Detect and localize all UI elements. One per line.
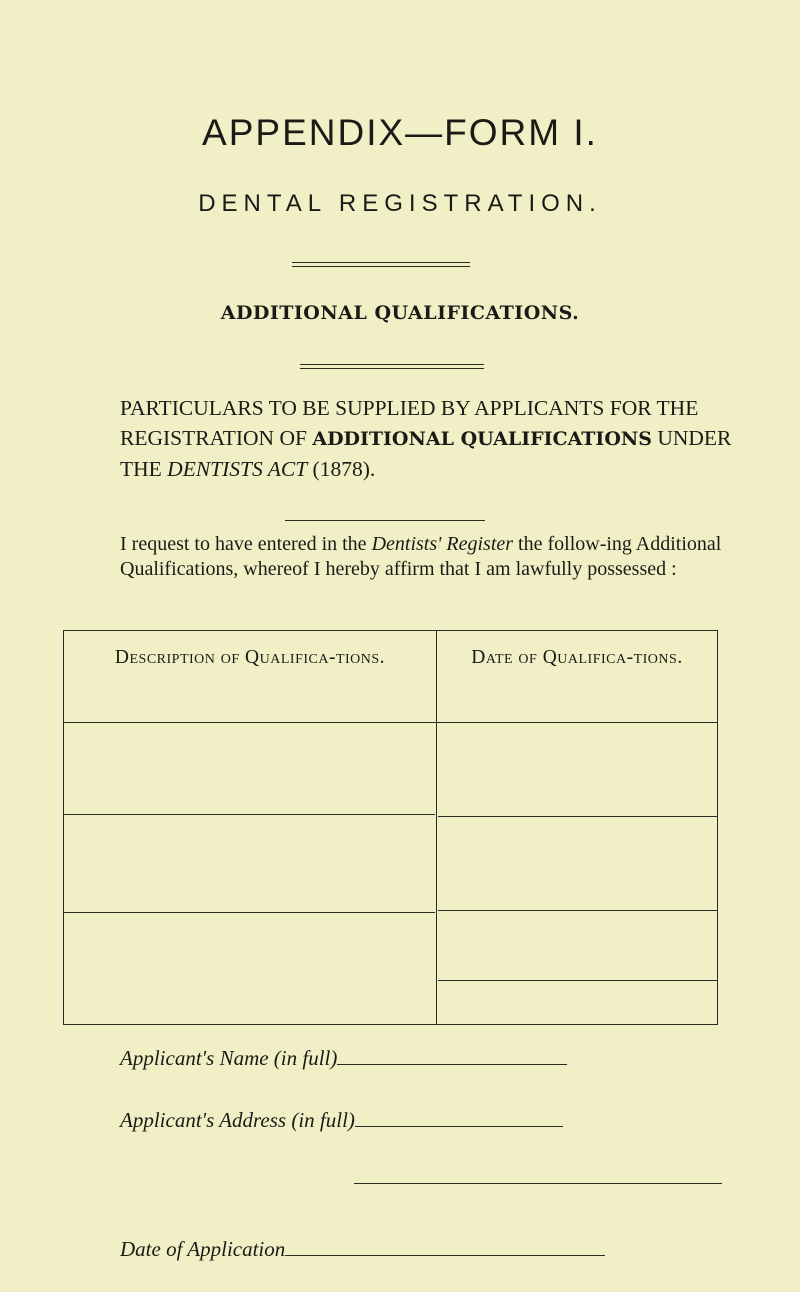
form-subtitle: DENTAL REGISTRATION. <box>198 190 602 217</box>
table-header-rule <box>63 722 718 723</box>
particulars-text: PARTICULARS TO BE SUPPLIED BY APPLICANTS FOR THE REGISTRATION OF <box>120 396 699 450</box>
table-border-top <box>63 630 718 631</box>
request-paragraph <box>120 532 736 582</box>
application-date-field[interactable] <box>120 1237 605 1262</box>
qualifications-table <box>63 630 718 1025</box>
particulars-text: UNDER THE <box>120 426 732 481</box>
particulars-bold: ADDITIONAL QUALIFICATIONS <box>312 428 652 450</box>
table-row-rule <box>63 814 435 815</box>
particulars-year: (1878). <box>307 457 376 481</box>
application-date-label: Date of Application <box>120 1237 286 1261</box>
divider <box>285 520 485 521</box>
applicant-address-field[interactable] <box>120 1108 563 1133</box>
address-continuation-line[interactable] <box>354 1183 722 1184</box>
table-row-rule <box>63 912 435 913</box>
col-header-description: Description of Qualifica-tions. <box>114 647 386 668</box>
section-title: ADDITIONAL QUALIFICATIONS. <box>220 302 580 324</box>
divider <box>300 368 484 369</box>
divider <box>292 262 470 263</box>
particulars-act: DENTISTS ACT <box>167 457 308 481</box>
table-column-divider <box>436 630 437 1025</box>
applicant-address-label: Applicant's Address (in full) <box>120 1108 355 1132</box>
application-date-line[interactable] <box>285 1237 605 1256</box>
appendix-title: APPENDIX—FORM I. <box>202 112 598 153</box>
table-border-left <box>63 630 64 1025</box>
table-border-bottom <box>63 1024 718 1025</box>
table-row-rule <box>438 816 718 817</box>
register-name: Dentists' Register <box>371 533 514 555</box>
table-border-right <box>717 630 718 1025</box>
divider <box>300 364 484 365</box>
table-row-rule <box>438 980 718 981</box>
applicant-address-line[interactable] <box>355 1108 563 1127</box>
divider <box>292 266 470 267</box>
col-header-date: Date of Qualifica-tions. <box>471 647 683 668</box>
table-row-rule <box>438 910 718 911</box>
request-text: I request to have entered in the <box>120 533 372 555</box>
applicant-name-field[interactable] <box>120 1046 567 1071</box>
request-text: the follow-ing Additional Qualifications, whereof I hereby affirm that I am lawfully possessed : <box>120 533 722 580</box>
particulars-heading <box>120 393 740 484</box>
applicant-name-line[interactable] <box>337 1046 567 1065</box>
applicant-name-label: Applicant's Name (in full) <box>120 1046 338 1070</box>
